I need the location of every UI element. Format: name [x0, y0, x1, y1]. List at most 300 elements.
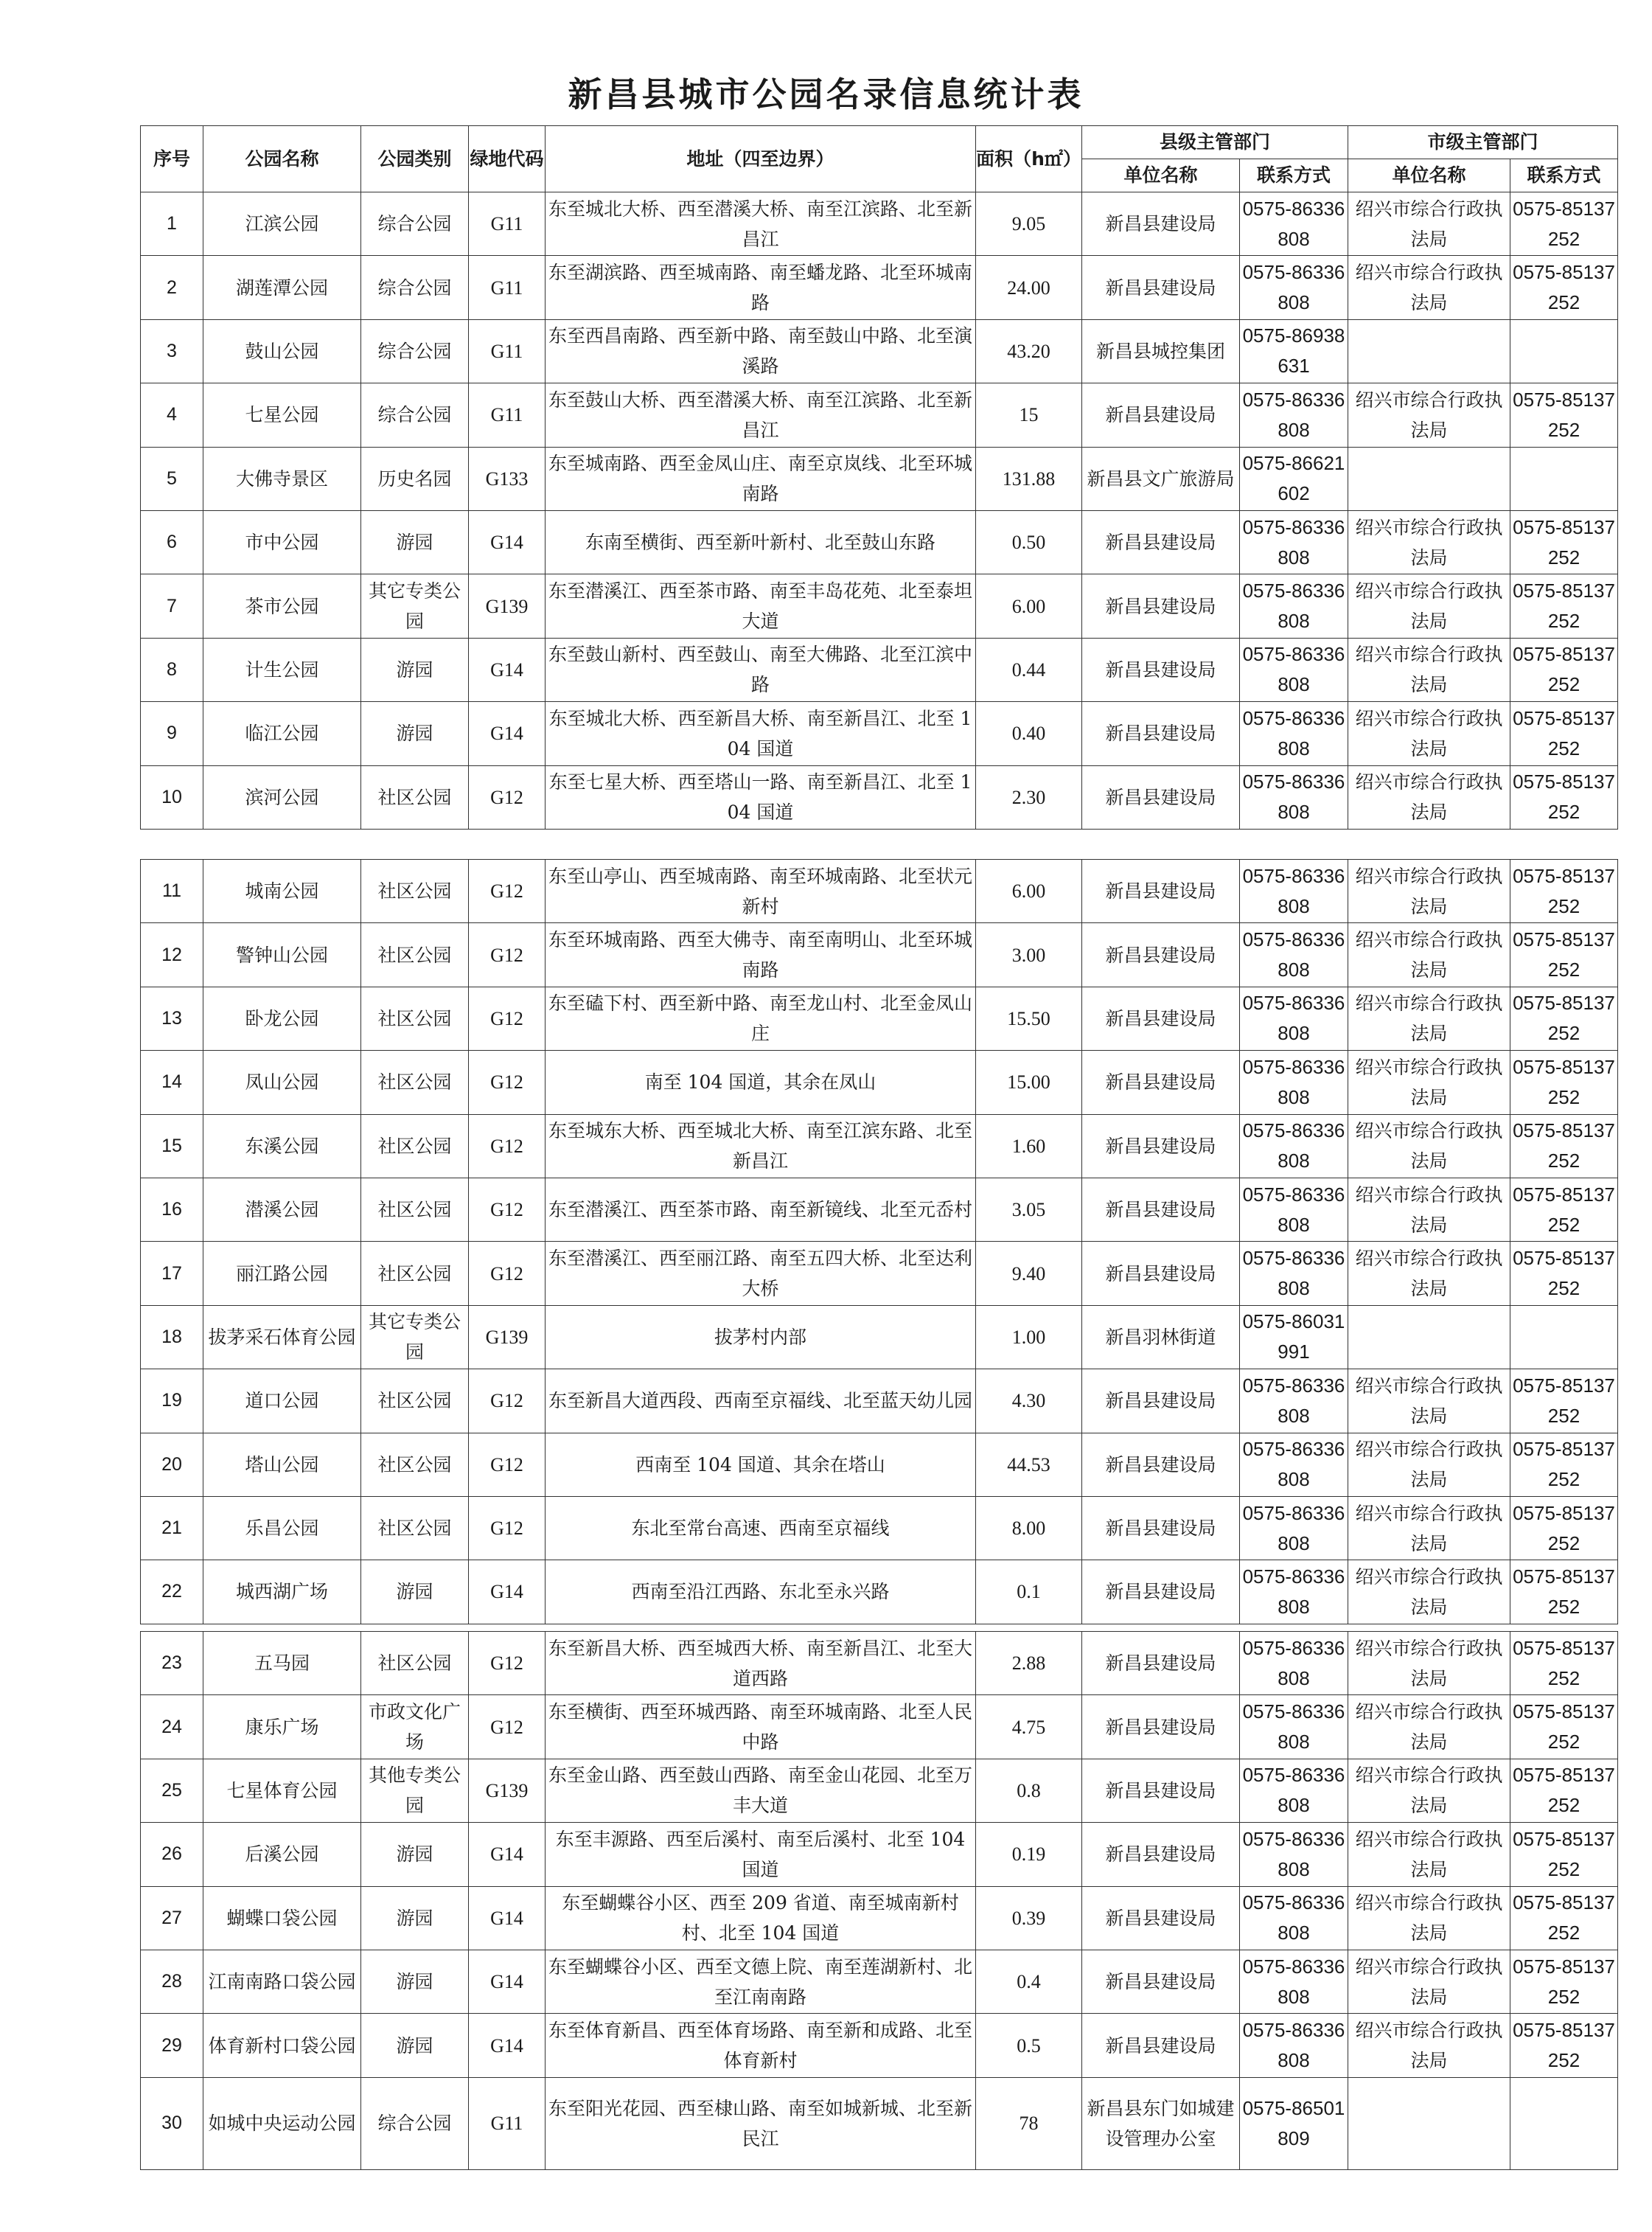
city-contact: 0575-85137252: [1510, 765, 1618, 829]
park-name: 湖莲潭公园: [203, 256, 361, 319]
park-area: 4.75: [976, 1695, 1082, 1759]
city-unit-name: 绍兴市综合行政执法局: [1348, 1369, 1510, 1433]
county-contact: 0575-86501809: [1240, 2077, 1348, 2169]
city-contact: 0575-85137252: [1510, 1695, 1618, 1759]
green-code: G12: [469, 1178, 546, 1241]
header-county-unit-name: 单位名称: [1082, 159, 1240, 192]
page-title: 新昌县城市公园名录信息统计表: [568, 74, 1084, 114]
county-unit-name: 新昌县建设局: [1082, 383, 1240, 447]
park-name: 蝴蝶口袋公园: [203, 1886, 361, 1950]
table-row: [141, 1114, 1618, 1178]
row-index: 12: [141, 923, 203, 987]
park-address: 东北至常台高速、西南至京福线: [546, 1496, 976, 1560]
park-name: 计生公园: [203, 638, 361, 701]
header-park-type: 公园类别: [361, 126, 469, 192]
row-index: 24: [141, 1695, 203, 1759]
county-contact: 0575-86336808: [1240, 574, 1348, 638]
park-address: 东至环城南路、西至大佛寺、南至南明山、北至环城南路: [546, 923, 976, 987]
county-unit-name: 新昌县建设局: [1082, 1433, 1240, 1496]
park-name: 临江公园: [203, 702, 361, 765]
park-type: 其它专类公园: [361, 1305, 469, 1369]
row-index: 7: [141, 574, 203, 638]
green-code: G133: [469, 447, 546, 510]
city-unit-name: 绍兴市综合行政执法局: [1348, 1433, 1510, 1496]
park-name: 七星公园: [203, 383, 361, 447]
county-unit-name: 新昌县建设局: [1082, 860, 1240, 923]
park-type: 社区公园: [361, 1051, 469, 1114]
table-row: [141, 1886, 1618, 1950]
park-type: 其它专类公园: [361, 574, 469, 638]
green-code: G14: [469, 638, 546, 701]
county-unit-name: 新昌县建设局: [1082, 1886, 1240, 1950]
park-area: 0.4: [976, 1950, 1082, 2013]
county-contact: 0575-86336808: [1240, 1051, 1348, 1114]
city-unit-name: 绍兴市综合行政执法局: [1348, 765, 1510, 829]
green-code: G14: [469, 1560, 546, 1624]
city-contact: 0575-85137252: [1510, 1114, 1618, 1178]
county-unit-name: 新昌县建设局: [1082, 1178, 1240, 1241]
city-contact: 0575-85137252: [1510, 860, 1618, 923]
park-address: 东至丰源路、西至后溪村、南至后溪村、北至 104 国道: [546, 1823, 976, 1886]
county-contact: 0575-86336808: [1240, 1242, 1348, 1305]
park-address: 东至城北大桥、西至新昌大桥、南至新昌江、北至 104 国道: [546, 702, 976, 765]
green-code: G12: [469, 923, 546, 987]
city-contact: 0575-85137252: [1510, 1886, 1618, 1950]
park-address: 东至新昌大道西段、西南至京福线、北至蓝天幼儿园: [546, 1369, 976, 1433]
park-type: 社区公园: [361, 860, 469, 923]
park-area: 78: [976, 2077, 1082, 2169]
row-index: 6: [141, 510, 203, 574]
row-index: 14: [141, 1051, 203, 1114]
city-contact: 0575-85137252: [1510, 1242, 1618, 1305]
city-unit-name: 绍兴市综合行政执法局: [1348, 923, 1510, 987]
park-name: 滨河公园: [203, 765, 361, 829]
city-unit-name: [1348, 1305, 1510, 1369]
city-contact: 0575-85137252: [1510, 987, 1618, 1050]
county-unit-name: 新昌县建设局: [1082, 1695, 1240, 1759]
city-contact: 0575-85137252: [1510, 702, 1618, 765]
park-area: 43.20: [976, 319, 1082, 383]
row-index: 22: [141, 1560, 203, 1624]
county-unit-name: 新昌县城控集团: [1082, 319, 1240, 383]
county-contact: 0575-86336808: [1240, 1496, 1348, 1560]
park-address: 东至鼓山新村、西至鼓山、南至大佛路、北至江滨中路: [546, 638, 976, 701]
park-type: 社区公园: [361, 923, 469, 987]
city-contact: 0575-85137252: [1510, 1433, 1618, 1496]
green-code: G12: [469, 1369, 546, 1433]
park-area: 8.00: [976, 1496, 1082, 1560]
city-unit-name: 绍兴市综合行政执法局: [1348, 702, 1510, 765]
row-index: 9: [141, 702, 203, 765]
city-unit-name: 绍兴市综合行政执法局: [1348, 1560, 1510, 1624]
city-unit-name: 绍兴市综合行政执法局: [1348, 1114, 1510, 1178]
table-row: [141, 2077, 1618, 2169]
park-area: 9.05: [976, 192, 1082, 256]
park-name: 东溪公园: [203, 1114, 361, 1178]
row-index: 26: [141, 1823, 203, 1886]
table-row: [141, 1759, 1618, 1822]
row-index: 30: [141, 2077, 203, 2169]
header-green-code: 绿地代码: [469, 126, 546, 192]
city-contact: 0575-85137252: [1510, 1496, 1618, 1560]
park-address: 东至城北大桥、西至潜溪大桥、南至江滨路、北至新昌江: [546, 192, 976, 256]
county-unit-name: 新昌羽林街道: [1082, 1305, 1240, 1369]
city-contact: 0575-85137252: [1510, 192, 1618, 256]
row-index: 25: [141, 1759, 203, 1822]
county-contact: 0575-86336808: [1240, 1114, 1348, 1178]
park-type: 综合公园: [361, 2077, 469, 2169]
county-unit-name: 新昌县建设局: [1082, 1632, 1240, 1695]
table-row: [141, 192, 1618, 256]
park-type: 社区公园: [361, 987, 469, 1050]
city-contact: [1510, 319, 1618, 383]
green-code: G12: [469, 1496, 546, 1560]
county-contact: 0575-86336808: [1240, 702, 1348, 765]
park-area: 0.8: [976, 1759, 1082, 1822]
park-address: 拔茅村内部: [546, 1305, 976, 1369]
park-type: 社区公园: [361, 1369, 469, 1433]
row-index: 1: [141, 192, 203, 256]
park-address: 东至鼓山大桥、西至潜溪大桥、南至江滨路、北至新昌江: [546, 383, 976, 447]
park-type: 社区公园: [361, 1433, 469, 1496]
park-address: 东至蝴蝶谷小区、西至 209 省道、南至城南新村村、北至 104 国道: [546, 1886, 976, 1950]
county-contact: 0575-86336808: [1240, 860, 1348, 923]
park-type: 其他专类公园: [361, 1759, 469, 1822]
table-row: [141, 1369, 1618, 1433]
county-contact: 0575-86336808: [1240, 383, 1348, 447]
city-unit-name: 绍兴市综合行政执法局: [1348, 638, 1510, 701]
table-row: [141, 638, 1618, 701]
green-code: G12: [469, 1114, 546, 1178]
park-area: 1.00: [976, 1305, 1082, 1369]
green-code: G11: [469, 256, 546, 319]
park-area: 6.00: [976, 574, 1082, 638]
park-address: 东至城南路、西至金凤山庄、南至京岚线、北至环城南路: [546, 447, 976, 510]
green-code: G12: [469, 860, 546, 923]
row-index: 4: [141, 383, 203, 447]
park-name: 后溪公园: [203, 1823, 361, 1886]
city-contact: 0575-85137252: [1510, 1369, 1618, 1433]
park-type: 游园: [361, 638, 469, 701]
park-type: 社区公园: [361, 1242, 469, 1305]
table-row: [141, 319, 1618, 383]
county-contact: 0575-86336808: [1240, 2014, 1348, 2077]
city-unit-name: 绍兴市综合行政执法局: [1348, 192, 1510, 256]
row-index: 29: [141, 2014, 203, 2077]
county-contact: 0575-86938631: [1240, 319, 1348, 383]
row-index: 2: [141, 256, 203, 319]
green-code: G139: [469, 1759, 546, 1822]
city-unit-name: 绍兴市综合行政执法局: [1348, 1950, 1510, 2013]
header-index: 序号: [141, 126, 203, 192]
city-unit-name: 绍兴市综合行政执法局: [1348, 1886, 1510, 1950]
county-unit-name: 新昌县建设局: [1082, 574, 1240, 638]
park-type: 社区公园: [361, 1178, 469, 1241]
green-code: G139: [469, 1305, 546, 1369]
city-unit-name: 绍兴市综合行政执法局: [1348, 574, 1510, 638]
park-type: 综合公园: [361, 319, 469, 383]
county-unit-name: 新昌县建设局: [1082, 1051, 1240, 1114]
green-code: G14: [469, 1950, 546, 2013]
city-contact: 0575-85137252: [1510, 256, 1618, 319]
green-code: G11: [469, 383, 546, 447]
city-contact: 0575-85137252: [1510, 1051, 1618, 1114]
county-contact: 0575-86336808: [1240, 765, 1348, 829]
table-row: [141, 256, 1618, 319]
park-name: 鼓山公园: [203, 319, 361, 383]
park-address: 东至磕下村、西至新中路、南至龙山村、北至金凤山庄: [546, 987, 976, 1050]
table-row: [141, 1632, 1618, 1695]
park-name: 城南公园: [203, 860, 361, 923]
header-county-dept: 县级主管部门: [1082, 126, 1348, 159]
county-unit-name: 新昌县建设局: [1082, 638, 1240, 701]
park-type: 游园: [361, 1886, 469, 1950]
park-address: 西南至 104 国道、其余在塔山: [546, 1433, 976, 1496]
row-index: 20: [141, 1433, 203, 1496]
city-contact: 0575-85137252: [1510, 383, 1618, 447]
park-type: 游园: [361, 702, 469, 765]
park-name: 七星体育公园: [203, 1759, 361, 1822]
green-code: G14: [469, 1823, 546, 1886]
green-code: G11: [469, 319, 546, 383]
county-contact: 0575-86336808: [1240, 192, 1348, 256]
county-unit-name: 新昌县建设局: [1082, 702, 1240, 765]
row-index: 15: [141, 1114, 203, 1178]
city-contact: 0575-85137252: [1510, 1823, 1618, 1886]
city-unit-name: 绍兴市综合行政执法局: [1348, 256, 1510, 319]
table-row: [141, 383, 1618, 447]
park-area: 3.00: [976, 923, 1082, 987]
park-address: 东至新昌大桥、西至城西大桥、南至新昌江、北至大道西路: [546, 1632, 976, 1695]
row-index: 18: [141, 1305, 203, 1369]
county-contact: 0575-86336808: [1240, 923, 1348, 987]
row-index: 17: [141, 1242, 203, 1305]
city-contact: 0575-85137252: [1510, 1950, 1618, 2013]
park-area: 3.05: [976, 1178, 1082, 1241]
county-contact: 0575-86336808: [1240, 987, 1348, 1050]
table-row: [141, 574, 1618, 638]
park-type: 游园: [361, 2014, 469, 2077]
header-city-unit-name: 单位名称: [1348, 159, 1510, 192]
park-name: 卧龙公园: [203, 987, 361, 1050]
green-code: G139: [469, 574, 546, 638]
table-row: [141, 1433, 1618, 1496]
park-area: 15.50: [976, 987, 1082, 1050]
table-row: [141, 1178, 1618, 1241]
city-unit-name: 绍兴市综合行政执法局: [1348, 510, 1510, 574]
park-type: 社区公园: [361, 1496, 469, 1560]
county-contact: 0575-86336808: [1240, 1950, 1348, 2013]
city-unit-name: [1348, 319, 1510, 383]
park-type: 社区公园: [361, 765, 469, 829]
city-contact: 0575-85137252: [1510, 510, 1618, 574]
green-code: G12: [469, 765, 546, 829]
row-index: 11: [141, 860, 203, 923]
table-row: [141, 1560, 1618, 1624]
park-address: 东至七星大桥、西至塔山一路、南至新昌江、北至 104 国道: [546, 765, 976, 829]
green-code: G12: [469, 987, 546, 1050]
park-type: 综合公园: [361, 256, 469, 319]
county-contact: 0575-86336808: [1240, 1823, 1348, 1886]
park-type: 社区公园: [361, 1114, 469, 1178]
county-contact: 0575-86336808: [1240, 256, 1348, 319]
city-unit-name: 绍兴市综合行政执法局: [1348, 1496, 1510, 1560]
county-contact: 0575-86621602: [1240, 447, 1348, 510]
park-area: 0.5: [976, 2014, 1082, 2077]
green-code: G12: [469, 1242, 546, 1305]
park-type: 游园: [361, 1560, 469, 1624]
row-index: 5: [141, 447, 203, 510]
city-contact: 0575-85137252: [1510, 2014, 1618, 2077]
green-code: G14: [469, 510, 546, 574]
county-unit-name: 新昌县建设局: [1082, 1560, 1240, 1624]
park-area: 9.40: [976, 1242, 1082, 1305]
park-type: 游园: [361, 1823, 469, 1886]
row-index: 21: [141, 1496, 203, 1560]
county-unit-name: 新昌县建设局: [1082, 192, 1240, 256]
city-unit-name: 绍兴市综合行政执法局: [1348, 987, 1510, 1050]
table-segment: [140, 125, 1618, 830]
table-row: [141, 1305, 1618, 1369]
header-area: 面积（h㎡）: [976, 126, 1082, 192]
park-area: 6.00: [976, 860, 1082, 923]
header-address: 地址（四至边界）: [546, 126, 976, 192]
table-segment: [140, 859, 1618, 1624]
park-name: 体育新村口袋公园: [203, 2014, 361, 2077]
city-contact: [1510, 2077, 1618, 2169]
park-area: 15: [976, 383, 1082, 447]
green-code: G14: [469, 702, 546, 765]
park-address: 东至西昌南路、西至新中路、南至鼓山中路、北至演溪路: [546, 319, 976, 383]
header-city-contact: 联系方式: [1510, 159, 1618, 192]
table-row: [141, 1823, 1618, 1886]
city-unit-name: 绍兴市综合行政执法局: [1348, 1695, 1510, 1759]
green-code: G12: [469, 1433, 546, 1496]
county-unit-name: 新昌县建设局: [1082, 923, 1240, 987]
county-unit-name: 新昌县建设局: [1082, 1950, 1240, 2013]
table-row: [141, 1051, 1618, 1114]
green-code: G14: [469, 1886, 546, 1950]
city-contact: 0575-85137252: [1510, 1759, 1618, 1822]
park-address: 东至城东大桥、西至城北大桥、南至江滨东路、北至新昌江: [546, 1114, 976, 1178]
county-contact: 0575-86336808: [1240, 1560, 1348, 1624]
row-index: 10: [141, 765, 203, 829]
city-unit-name: 绍兴市综合行政执法局: [1348, 2014, 1510, 2077]
park-name: 潜溪公园: [203, 1178, 361, 1241]
park-name: 警钟山公园: [203, 923, 361, 987]
city-unit-name: 绍兴市综合行政执法局: [1348, 1632, 1510, 1695]
park-area: 44.53: [976, 1433, 1082, 1496]
park-area: 2.30: [976, 765, 1082, 829]
row-index: 13: [141, 987, 203, 1050]
park-name: 茶市公园: [203, 574, 361, 638]
row-index: 28: [141, 1950, 203, 2013]
city-unit-name: [1348, 2077, 1510, 2169]
table-row: [141, 447, 1618, 510]
park-area: 0.19: [976, 1823, 1082, 1886]
county-unit-name: 新昌县建设局: [1082, 1823, 1240, 1886]
park-name: 凤山公园: [203, 1051, 361, 1114]
park-address: 东至潜溪江、西至茶市路、南至丰岛花苑、北至泰坦大道: [546, 574, 976, 638]
green-code: G12: [469, 1632, 546, 1695]
county-unit-name: 新昌县建设局: [1082, 1114, 1240, 1178]
park-address: 东至潜溪江、西至茶市路、南至新镜线、北至元岙村: [546, 1178, 976, 1241]
table-row: [141, 1950, 1618, 2013]
city-contact: 0575-85137252: [1510, 1178, 1618, 1241]
table-row: [141, 1242, 1618, 1305]
header-row: [141, 126, 1618, 159]
park-type: 综合公园: [361, 192, 469, 256]
park-address: 南至 104 国道，其余在凤山: [546, 1051, 976, 1114]
green-code: G14: [469, 2014, 546, 2077]
county-contact: 0575-86336808: [1240, 1178, 1348, 1241]
park-name: 丽江路公园: [203, 1242, 361, 1305]
park-address: 东至潜溪江、西至丽江路、南至五四大桥、北至达利大桥: [546, 1242, 976, 1305]
header-county-contact: 联系方式: [1240, 159, 1348, 192]
county-contact: 0575-86336808: [1240, 1886, 1348, 1950]
park-area: 4.30: [976, 1369, 1082, 1433]
row-index: 8: [141, 638, 203, 701]
park-area: 0.40: [976, 702, 1082, 765]
park-area: 15.00: [976, 1051, 1082, 1114]
city-unit-name: 绍兴市综合行政执法局: [1348, 1178, 1510, 1241]
park-name: 康乐广场: [203, 1695, 361, 1759]
park-area: 131.88: [976, 447, 1082, 510]
county-unit-name: 新昌县建设局: [1082, 1242, 1240, 1305]
header-park-name: 公园名称: [203, 126, 361, 192]
city-unit-name: 绍兴市综合行政执法局: [1348, 860, 1510, 923]
park-name: 乐昌公园: [203, 1496, 361, 1560]
green-code: G12: [469, 1695, 546, 1759]
county-unit-name: 新昌县建设局: [1082, 1759, 1240, 1822]
park-address: 东至蝴蝶谷小区、西至文德上院、南至莲湖新村、北至江南南路: [546, 1950, 976, 2013]
city-unit-name: 绍兴市综合行政执法局: [1348, 1759, 1510, 1822]
park-name: 江南南路口袋公园: [203, 1950, 361, 2013]
city-contact: [1510, 447, 1618, 510]
header-city-dept: 市级主管部门: [1348, 126, 1618, 159]
park-area: 24.00: [976, 256, 1082, 319]
park-type: 历史名园: [361, 447, 469, 510]
row-index: 3: [141, 319, 203, 383]
table-row: [141, 860, 1618, 923]
park-type: 游园: [361, 1950, 469, 2013]
city-contact: 0575-85137252: [1510, 1560, 1618, 1624]
row-index: 19: [141, 1369, 203, 1433]
park-address: 东至体育新昌、西至体育场路、南至新和成路、北至体育新村: [546, 2014, 976, 2077]
city-contact: 0575-85137252: [1510, 923, 1618, 987]
county-contact: 0575-86336808: [1240, 1759, 1348, 1822]
table-row: [141, 987, 1618, 1050]
table-row: [141, 510, 1618, 574]
park-name: 市中公园: [203, 510, 361, 574]
green-code: G12: [469, 1051, 546, 1114]
county-contact: 0575-86336808: [1240, 1632, 1348, 1695]
table-row: [141, 1496, 1618, 1560]
park-name: 五马园: [203, 1632, 361, 1695]
park-name: 江滨公园: [203, 192, 361, 256]
park-address: 西南至沿江西路、东北至永兴路: [546, 1560, 976, 1624]
park-address: 东至山亭山、西至城南路、南至环城南路、北至状元新村: [546, 860, 976, 923]
green-code: G11: [469, 2077, 546, 2169]
park-name: 大佛寺景区: [203, 447, 361, 510]
row-index: 27: [141, 1886, 203, 1950]
park-area: 0.44: [976, 638, 1082, 701]
park-area: 1.60: [976, 1114, 1082, 1178]
county-unit-name: 新昌县文广旅游局: [1082, 447, 1240, 510]
county-contact: 0575-86336808: [1240, 510, 1348, 574]
park-type: 综合公园: [361, 383, 469, 447]
city-unit-name: 绍兴市综合行政执法局: [1348, 1823, 1510, 1886]
